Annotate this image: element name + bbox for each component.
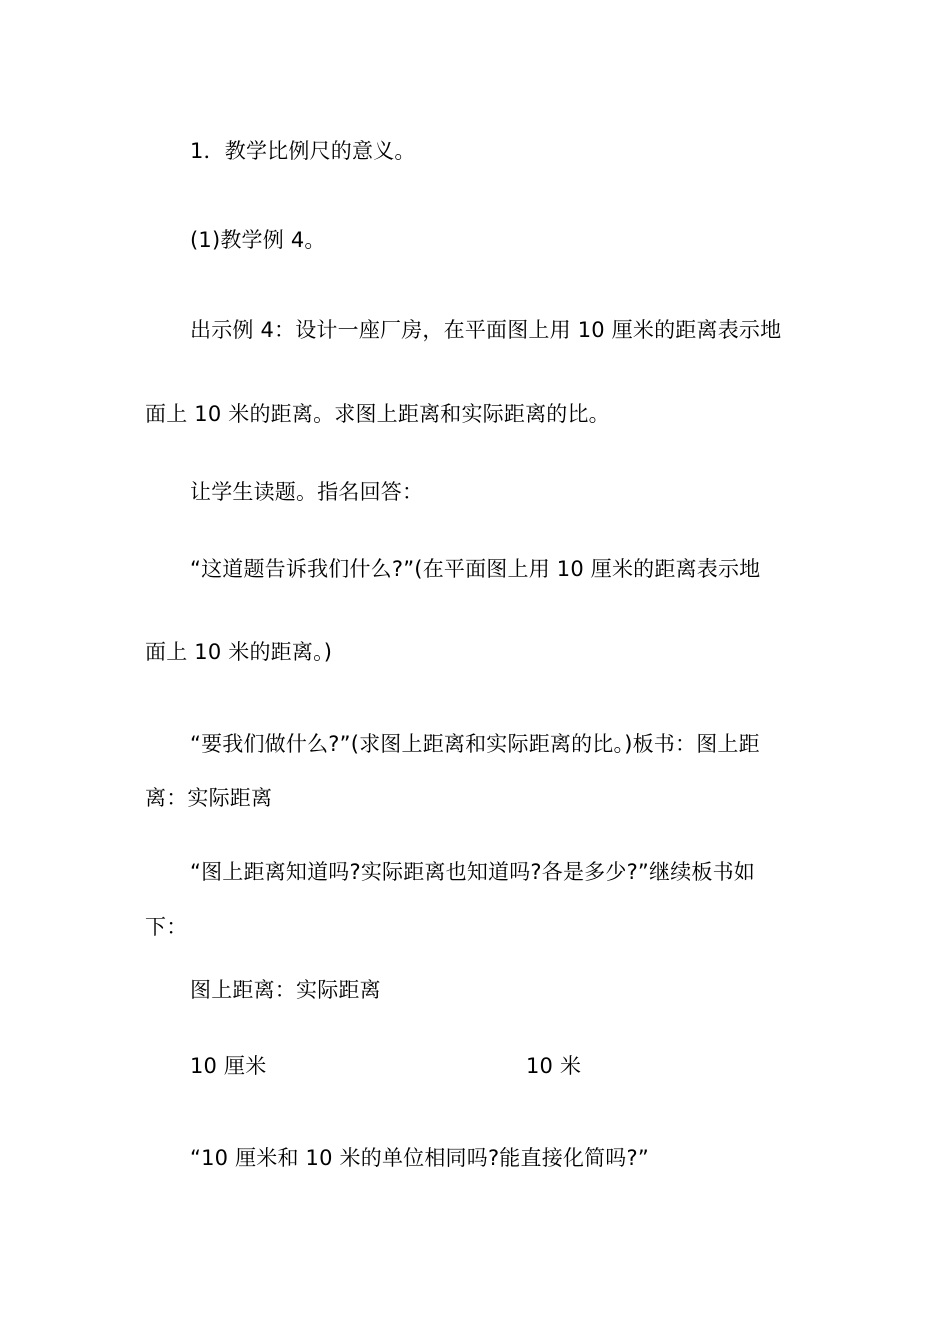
question-4: “10 厘米和 10 米的单位相同吗?能直接化简吗?” xyxy=(190,1146,649,1170)
board-value-actual: 10 米 xyxy=(526,1054,582,1078)
question-3-line-1: “图上距离知道吗?实际距离也知道吗?各是多少?”继续板书如 xyxy=(190,860,755,884)
heading-2: (1)教学例 4。 xyxy=(190,228,326,252)
heading-1: 1．教学比例尺的意义。 xyxy=(190,139,416,163)
question-2-line-1: “要我们做什么?”(求图上距离和实际距离的比。)板书：图上距 xyxy=(190,732,760,756)
example-line-2: 面上 10 米的距离。求图上距离和实际距离的比。 xyxy=(145,402,610,426)
question-3-line-2: 下： xyxy=(145,915,188,939)
question-1-line-1: “这道题告诉我们什么?”(在平面图上用 10 厘米的距离表示地 xyxy=(190,557,761,581)
question-2-line-2: 离：实际距离 xyxy=(145,786,273,810)
board-value-map: 10 厘米 xyxy=(190,1054,267,1078)
example-line-1: 出示例 4：设计一座厂房，在平面图上用 10 厘米的距离表示地 xyxy=(190,318,782,342)
board-ratio: 图上距离：实际距离 xyxy=(190,978,381,1002)
instruction-line: 让学生读题。指名回答： xyxy=(190,480,424,504)
question-1-line-2: 面上 10 米的距离。) xyxy=(145,640,333,664)
